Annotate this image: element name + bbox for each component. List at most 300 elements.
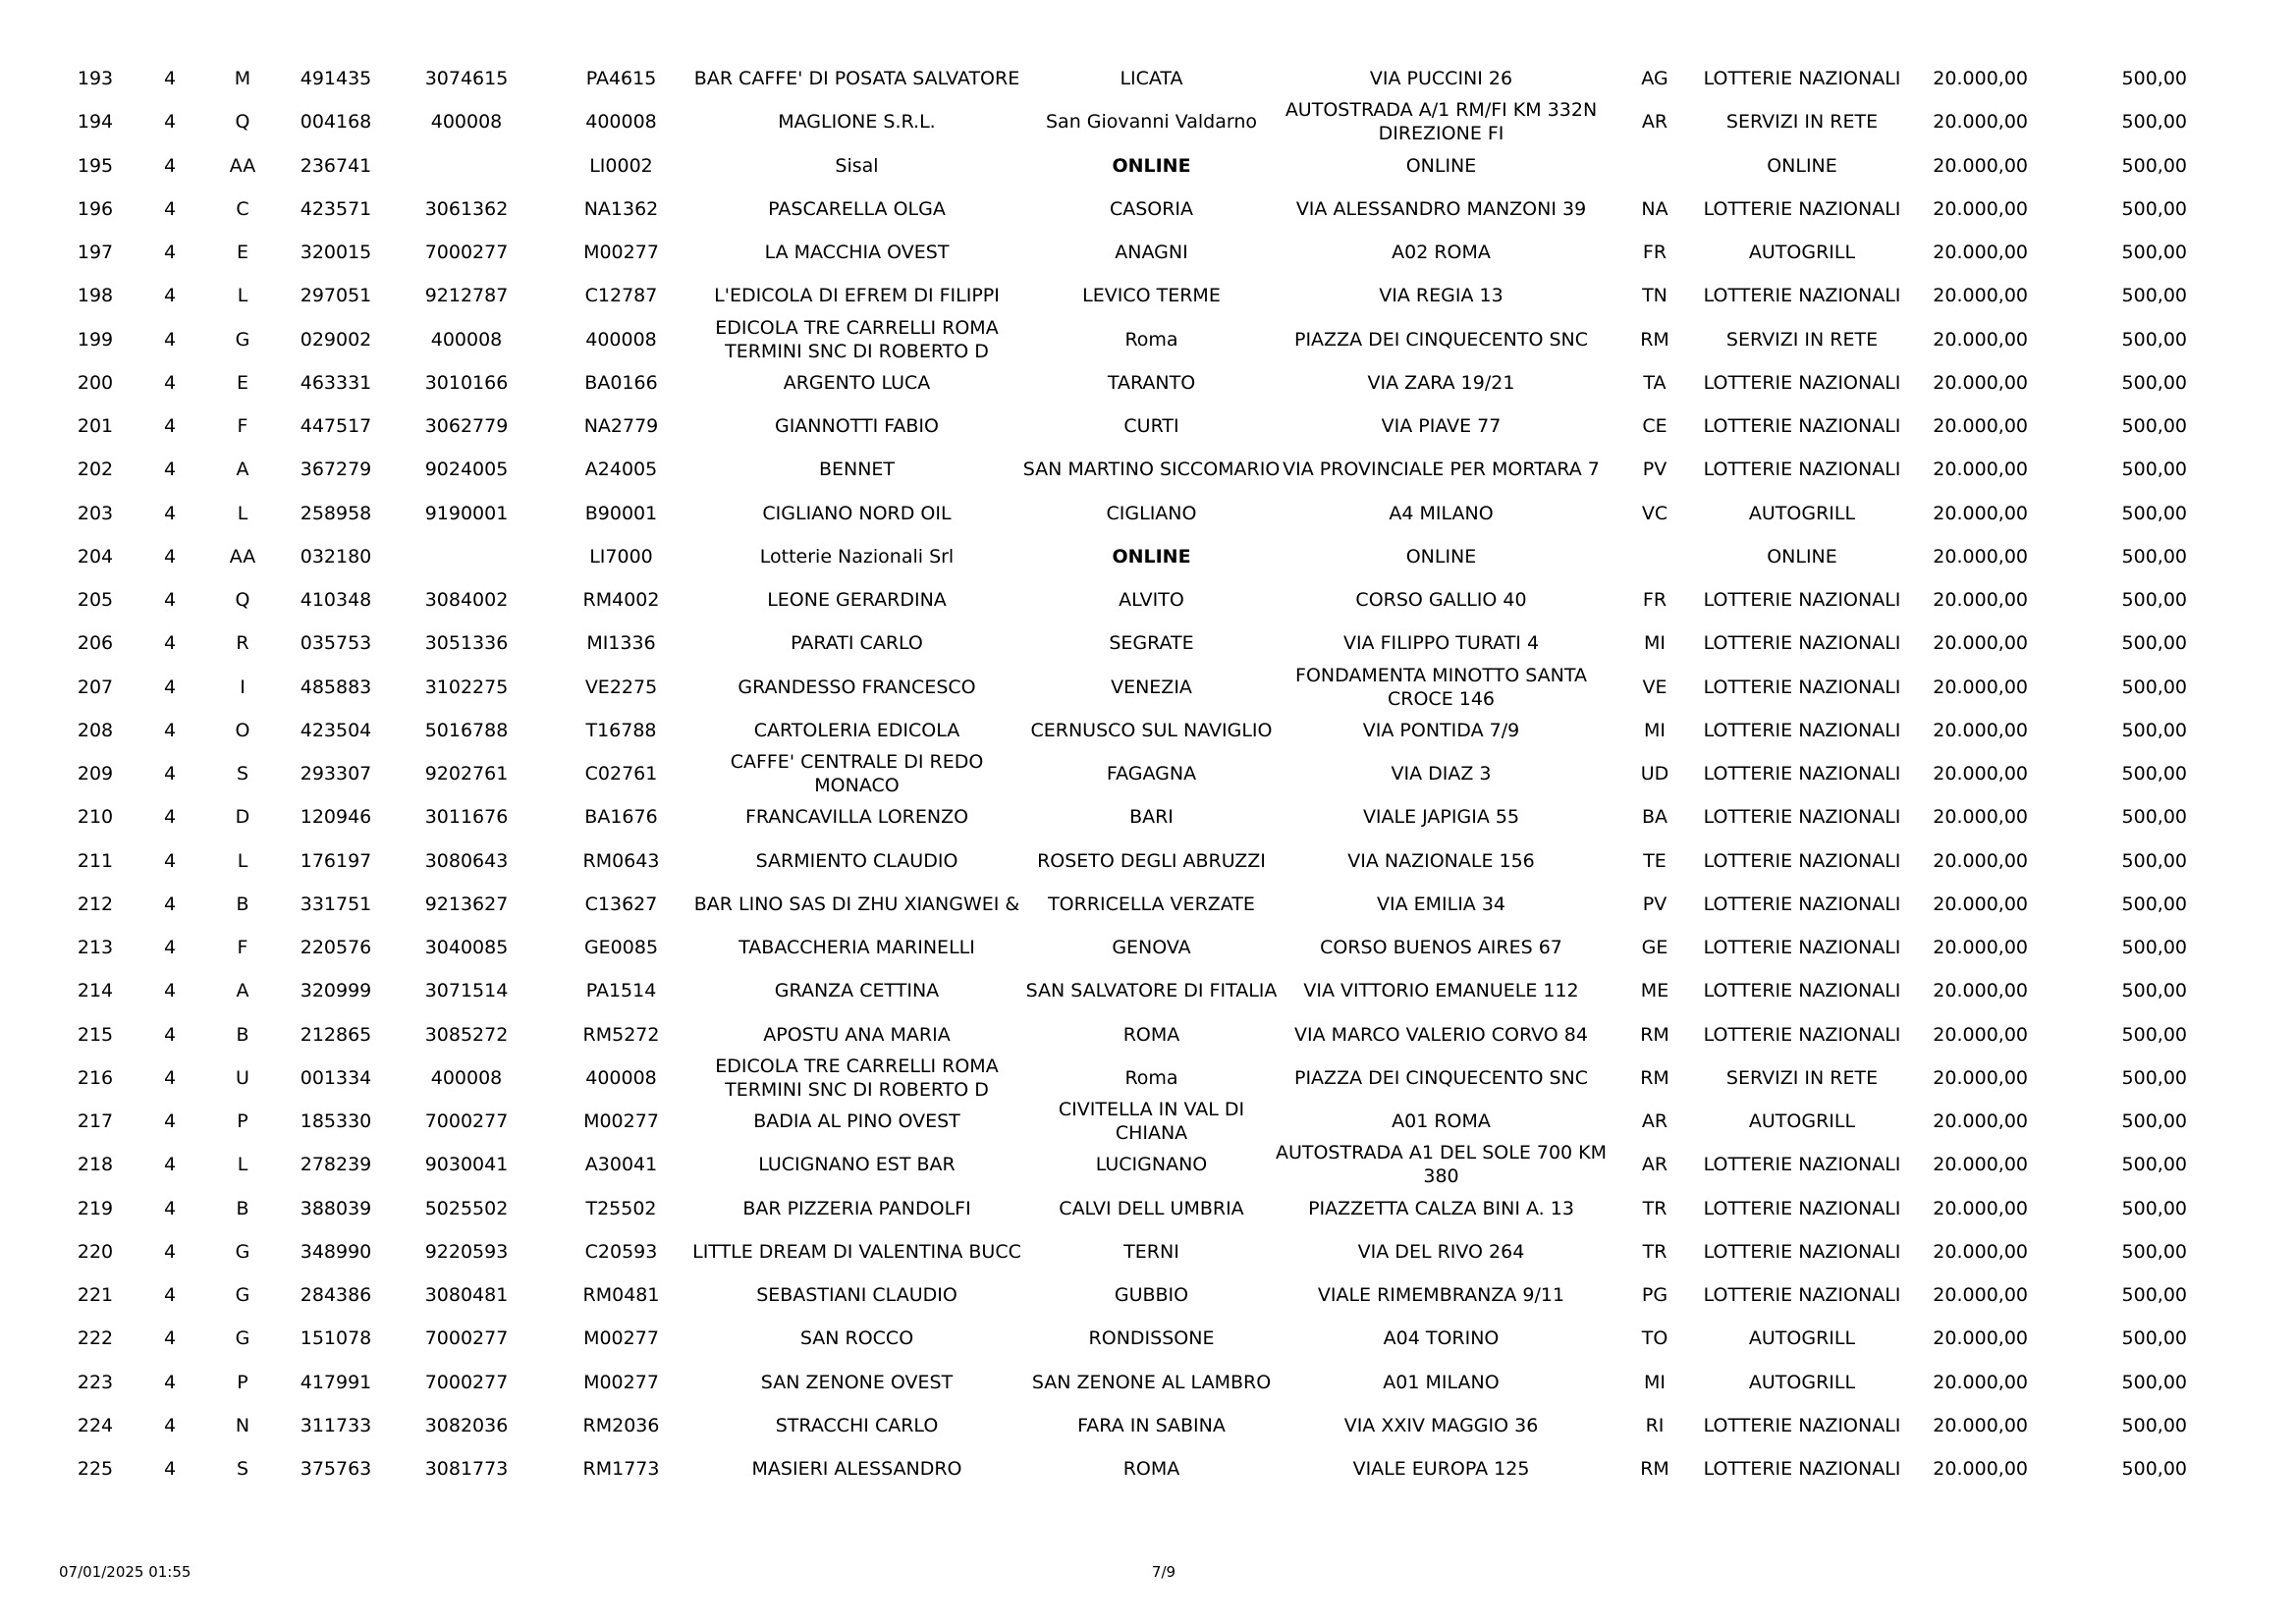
- code-cell: 9213627: [424, 893, 509, 915]
- fee-cell: 500,00: [2121, 285, 2187, 307]
- terminal-cell: C02761: [584, 763, 658, 785]
- table-row: [0, 100, 2296, 143]
- prize-amount-cell: 20.000,00: [1933, 415, 2028, 438]
- city-cell: ROMA: [1122, 1023, 1180, 1046]
- row-number: 206: [77, 632, 114, 655]
- letter-cell: E: [236, 371, 248, 394]
- address-cell: CORSO GALLIO 40: [1355, 589, 1527, 612]
- batch-cell: 4: [163, 676, 177, 698]
- letter-cell: S: [236, 1458, 249, 1481]
- shop-name-cell: L'EDICOLA DI EFREM DI FILIPPI: [714, 285, 1000, 307]
- batch-cell: 4: [163, 1023, 177, 1046]
- letter-cell: S: [236, 763, 249, 785]
- shop-name-cell: Sisal: [835, 154, 879, 177]
- code-cell: [398, 535, 535, 578]
- province-cell: AR: [1641, 1154, 1668, 1176]
- letter-cell: F: [237, 937, 248, 959]
- fee-cell: 500,00: [2121, 502, 2187, 524]
- channel-type-cell: LOTTERIE NAZIONALI: [1703, 806, 1901, 829]
- province-cell: UD: [1640, 763, 1669, 785]
- batch-cell: 4: [163, 111, 177, 134]
- channel-type-cell: ONLINE: [1767, 154, 1837, 177]
- shop-name-cell: TABACCHERIA MARINELLI: [738, 937, 975, 959]
- receipt-cell: 417991: [300, 1371, 372, 1393]
- city-cell: TARANTO: [1107, 371, 1196, 394]
- row-number: 204: [77, 545, 114, 568]
- province-cell: VC: [1641, 502, 1668, 524]
- fee-cell: 500,00: [2121, 980, 2187, 1002]
- city-cell: CERNUSCO SUL NAVIGLIO: [1030, 719, 1273, 741]
- fee-cell: 500,00: [2121, 154, 2187, 177]
- shop-name-cell: CAFFE' CENTRALE DI REDO MONACO: [730, 751, 984, 797]
- row-number: 203: [77, 502, 114, 524]
- fee-cell: 500,00: [2121, 1023, 2187, 1046]
- address-cell: PIAZZA DEI CINQUECENTO SNC: [1294, 1066, 1588, 1089]
- terminal-cell: NA1362: [583, 197, 659, 220]
- channel-type-cell: LOTTERIE NAZIONALI: [1703, 849, 1901, 872]
- letter-cell: G: [235, 1284, 250, 1307]
- prize-amount-cell: 20.000,00: [1933, 111, 2028, 134]
- code-cell: 3102275: [424, 676, 509, 698]
- channel-type-cell: LOTTERIE NAZIONALI: [1703, 1240, 1901, 1263]
- receipt-cell: 185330: [300, 1110, 372, 1133]
- prize-amount-cell: 20.000,00: [1933, 1458, 2028, 1481]
- letter-cell: G: [235, 1240, 250, 1263]
- batch-cell: 4: [163, 849, 177, 872]
- fee-cell: 500,00: [2121, 719, 2187, 741]
- table-row: [0, 883, 2296, 926]
- receipt-cell: 348990: [300, 1240, 372, 1263]
- prize-amount-cell: 20.000,00: [1933, 1154, 2028, 1176]
- shop-name-cell: STRACCHI CARLO: [775, 1414, 939, 1436]
- letter-cell: AA: [229, 154, 256, 177]
- fee-cell: 500,00: [2121, 1066, 2187, 1089]
- receipt-cell: 447517: [300, 415, 372, 438]
- terminal-cell: 400008: [585, 328, 657, 351]
- letter-cell: C: [236, 197, 249, 220]
- shop-name-cell: PASCARELLA OLGA: [768, 197, 946, 220]
- batch-cell: 4: [163, 328, 177, 351]
- prize-amount-cell: 20.000,00: [1933, 1371, 2028, 1393]
- shop-name-cell: LA MACCHIA OVEST: [764, 242, 950, 264]
- code-cell: 9202761: [424, 763, 509, 785]
- code-cell: 7000277: [424, 1371, 509, 1393]
- table-row: [0, 709, 2296, 752]
- shop-name-cell: GIANNOTTI FABIO: [774, 415, 939, 438]
- fee-cell: 500,00: [2121, 893, 2187, 915]
- address-cell: VIA PROVINCIALE PER MORTARA 7: [1283, 459, 1600, 481]
- fee-cell: 500,00: [2121, 763, 2187, 785]
- address-cell: VIA VITTORIO EMANUELE 112: [1303, 980, 1579, 1002]
- terminal-cell: M00277: [583, 1110, 659, 1133]
- batch-cell: 4: [163, 806, 177, 829]
- letter-cell: Q: [235, 589, 250, 612]
- batch-cell: 4: [163, 197, 177, 220]
- row-number: 223: [77, 1371, 114, 1393]
- code-cell: 3071514: [424, 980, 509, 1002]
- city-cell: TERNI: [1123, 1240, 1179, 1263]
- table-row: [0, 57, 2296, 100]
- terminal-cell: T16788: [585, 719, 657, 741]
- address-cell: FONDAMENTA MINOTTO SANTA CROCE 146: [1295, 664, 1587, 710]
- province-cell: PG: [1641, 1284, 1668, 1307]
- city-cell: CIGLIANO: [1106, 502, 1197, 524]
- province-cell: RM: [1640, 1066, 1669, 1089]
- row-number: 208: [77, 719, 114, 741]
- city-cell: GENOVA: [1112, 937, 1191, 959]
- prize-amount-cell: 20.000,00: [1933, 1414, 2028, 1436]
- province-cell: CE: [1642, 415, 1667, 438]
- letter-cell: L: [237, 849, 248, 872]
- prize-amount-cell: 20.000,00: [1933, 154, 2028, 177]
- row-number: 216: [77, 1066, 114, 1089]
- fee-cell: 500,00: [2121, 242, 2187, 264]
- fee-cell: 500,00: [2121, 1197, 2187, 1219]
- receipt-cell: 423504: [300, 719, 372, 741]
- table-row: [0, 926, 2296, 969]
- row-number: 200: [77, 371, 114, 394]
- code-cell: 7000277: [424, 1110, 509, 1133]
- province-cell: NA: [1641, 197, 1668, 220]
- channel-type-cell: LOTTERIE NAZIONALI: [1703, 589, 1901, 612]
- table-row: [0, 1361, 2296, 1404]
- row-number: 217: [77, 1110, 114, 1133]
- city-cell: Roma: [1124, 1066, 1178, 1089]
- receipt-cell: 297051: [300, 285, 372, 307]
- province-cell: BA: [1641, 806, 1668, 829]
- batch-cell: 4: [163, 1371, 177, 1393]
- province-cell: PV: [1642, 893, 1667, 915]
- address-cell: VIA MARCO VALERIO CORVO 84: [1294, 1023, 1588, 1046]
- batch-cell: 4: [163, 68, 177, 90]
- prize-amount-cell: 20.000,00: [1933, 328, 2028, 351]
- letter-cell: B: [236, 893, 249, 915]
- code-cell: 9212787: [424, 285, 509, 307]
- province-cell: VE: [1642, 676, 1667, 698]
- channel-type-cell: LOTTERIE NAZIONALI: [1703, 285, 1901, 307]
- province-cell: TN: [1642, 285, 1667, 307]
- shop-name-cell: SAN ROCCO: [799, 1327, 914, 1350]
- table-row: [0, 1187, 2296, 1230]
- fee-cell: 500,00: [2121, 632, 2187, 655]
- prize-amount-cell: 20.000,00: [1933, 459, 2028, 481]
- row-number: 209: [77, 763, 114, 785]
- fee-cell: 500,00: [2121, 68, 2187, 90]
- channel-type-cell: LOTTERIE NAZIONALI: [1703, 937, 1901, 959]
- channel-type-cell: LOTTERIE NAZIONALI: [1703, 980, 1901, 1002]
- fee-cell: 500,00: [2121, 937, 2187, 959]
- table-row: [0, 1100, 2296, 1143]
- shop-name-cell: EDICOLA TRE CARRELLI ROMA TERMINI SNC DI ROBERTO D: [715, 316, 999, 362]
- print-timestamp: 07/01/2025 01:55: [59, 1563, 191, 1581]
- table-row: [0, 361, 2296, 405]
- code-cell: 3074615: [424, 68, 509, 90]
- batch-cell: 4: [163, 632, 177, 655]
- province-cell: MI: [1644, 719, 1666, 741]
- channel-type-cell: LOTTERIE NAZIONALI: [1703, 415, 1901, 438]
- channel-type-cell: SERVIZI IN RETE: [1725, 328, 1879, 351]
- city-cell: ONLINE: [1112, 154, 1191, 177]
- code-cell: 3081773: [424, 1458, 509, 1481]
- province-cell: TR: [1642, 1197, 1667, 1219]
- city-cell: CIVITELLA IN VAL DI CHIANA: [1058, 1099, 1245, 1145]
- shop-name-cell: MASIERI ALESSANDRO: [751, 1458, 962, 1481]
- province-cell: AR: [1641, 1110, 1668, 1133]
- letter-cell: L: [237, 502, 248, 524]
- terminal-cell: LI7000: [589, 545, 653, 568]
- address-cell: VIA XXIV MAGGIO 36: [1343, 1414, 1539, 1436]
- row-number: 193: [77, 68, 114, 90]
- table-row: [0, 1404, 2296, 1447]
- table-row: [0, 578, 2296, 622]
- receipt-cell: 388039: [300, 1197, 372, 1219]
- code-cell: 7000277: [424, 242, 509, 264]
- channel-type-cell: LOTTERIE NAZIONALI: [1703, 893, 1901, 915]
- address-cell: VIALE JAPIGIA 55: [1362, 806, 1520, 829]
- row-number: 199: [77, 328, 114, 351]
- code-cell: 400008: [430, 328, 503, 351]
- row-number: 222: [77, 1327, 114, 1350]
- terminal-cell: A30041: [584, 1154, 658, 1176]
- terminal-cell: NA2779: [583, 415, 659, 438]
- terminal-cell: M00277: [583, 1371, 659, 1393]
- table-row: [0, 1273, 2296, 1317]
- receipt-cell: 423571: [300, 197, 372, 220]
- row-number: 214: [77, 980, 114, 1002]
- batch-cell: 4: [163, 545, 177, 568]
- city-cell: BARI: [1129, 806, 1174, 829]
- code-cell: 9190001: [424, 502, 509, 524]
- letter-cell: P: [237, 1110, 248, 1133]
- channel-type-cell: LOTTERIE NAZIONALI: [1703, 68, 1901, 90]
- shop-name-cell: Lotterie Nazionali Srl: [759, 545, 955, 568]
- table-row: [0, 1056, 2296, 1100]
- prize-amount-cell: 20.000,00: [1933, 806, 2028, 829]
- shop-name-cell: APOSTU ANA MARIA: [763, 1023, 951, 1046]
- prize-amount-cell: 20.000,00: [1933, 719, 2028, 741]
- address-cell: PIAZZA DEI CINQUECENTO SNC: [1294, 328, 1588, 351]
- row-number: 195: [77, 154, 114, 177]
- prize-amount-cell: 20.000,00: [1933, 632, 2028, 655]
- letter-cell: G: [235, 1327, 250, 1350]
- receipt-cell: 367279: [300, 459, 372, 481]
- address-cell: VIA EMILIA 34: [1376, 893, 1506, 915]
- city-cell: CALVI DELL UMBRIA: [1059, 1197, 1244, 1219]
- shop-name-cell: BADIA AL PINO OVEST: [753, 1110, 960, 1133]
- province-cell: MI: [1644, 632, 1666, 655]
- address-cell: VIA PIAVE 77: [1381, 415, 1502, 438]
- table-row: [0, 1143, 2296, 1186]
- batch-cell: 4: [163, 1458, 177, 1481]
- terminal-cell: BA1676: [584, 806, 658, 829]
- channel-type-cell: LOTTERIE NAZIONALI: [1703, 459, 1901, 481]
- province-cell: [1625, 144, 1684, 188]
- table-row: [0, 1230, 2296, 1273]
- table-row: [0, 144, 2296, 188]
- address-cell: VIA DIAZ 3: [1391, 763, 1492, 785]
- terminal-cell: B90001: [584, 502, 658, 524]
- code-cell: 3040085: [424, 937, 509, 959]
- address-cell: ONLINE: [1405, 545, 1477, 568]
- code-cell: 3062779: [424, 415, 509, 438]
- receipt-cell: 258958: [300, 502, 372, 524]
- prize-amount-cell: 20.000,00: [1933, 545, 2028, 568]
- batch-cell: 4: [163, 1284, 177, 1307]
- address-cell: ONLINE: [1405, 154, 1477, 177]
- terminal-cell: C12787: [584, 285, 658, 307]
- terminal-cell: LI0002: [589, 154, 653, 177]
- receipt-cell: 284386: [300, 1284, 372, 1307]
- shop-name-cell: FRANCAVILLA LORENZO: [744, 806, 969, 829]
- channel-type-cell: LOTTERIE NAZIONALI: [1703, 197, 1901, 220]
- city-cell: VENEZIA: [1111, 676, 1192, 698]
- prize-amount-cell: 20.000,00: [1933, 589, 2028, 612]
- prize-amount-cell: 20.000,00: [1933, 676, 2028, 698]
- city-cell: LUCIGNANO: [1095, 1154, 1208, 1176]
- row-number: 213: [77, 937, 114, 959]
- fee-cell: 500,00: [2121, 849, 2187, 872]
- batch-cell: 4: [163, 502, 177, 524]
- fee-cell: 500,00: [2121, 1414, 2187, 1436]
- address-cell: VIALE EUROPA 125: [1352, 1458, 1530, 1481]
- receipt-cell: 293307: [300, 763, 372, 785]
- shop-name-cell: EDICOLA TRE CARRELLI ROMA TERMINI SNC DI ROBERTO D: [715, 1055, 999, 1101]
- prize-amount-cell: 20.000,00: [1933, 1110, 2028, 1133]
- shop-name-cell: BAR PIZZERIA PANDOLFI: [742, 1197, 971, 1219]
- row-number: 194: [77, 111, 114, 134]
- province-cell: TA: [1643, 371, 1667, 394]
- batch-cell: 4: [163, 242, 177, 264]
- row-number: 198: [77, 285, 114, 307]
- channel-type-cell: SERVIZI IN RETE: [1725, 111, 1879, 134]
- fee-cell: 500,00: [2121, 1327, 2187, 1350]
- table-row: [0, 666, 2296, 709]
- city-cell: FARA IN SABINA: [1077, 1414, 1226, 1436]
- city-cell: SEGRATE: [1109, 632, 1194, 655]
- city-cell: ROSETO DEGLI ABRUZZI: [1037, 849, 1266, 872]
- fee-cell: 500,00: [2121, 1458, 2187, 1481]
- letter-cell: Q: [235, 111, 250, 134]
- address-cell: VIA DEL RIVO 264: [1357, 1240, 1525, 1263]
- table-row: [0, 492, 2296, 535]
- prize-amount-cell: 20.000,00: [1933, 197, 2028, 220]
- code-cell: 9030041: [424, 1154, 509, 1176]
- row-number: 219: [77, 1197, 114, 1219]
- prize-amount-cell: 20.000,00: [1933, 1197, 2028, 1219]
- letter-cell: O: [235, 719, 250, 741]
- table-row: [0, 1447, 2296, 1490]
- shop-name-cell: LITTLE DREAM DI VALENTINA BUCC: [692, 1240, 1021, 1263]
- receipt-cell: 485883: [300, 676, 372, 698]
- city-cell: LEVICO TERME: [1082, 285, 1221, 307]
- channel-type-cell: LOTTERIE NAZIONALI: [1703, 371, 1901, 394]
- code-cell: 3011676: [424, 806, 509, 829]
- fee-cell: 500,00: [2121, 197, 2187, 220]
- code-cell: 3010166: [424, 371, 509, 394]
- row-number: 212: [77, 893, 114, 915]
- prize-amount-cell: 20.000,00: [1933, 1284, 2028, 1307]
- fee-cell: 500,00: [2121, 371, 2187, 394]
- address-cell: A02 ROMA: [1392, 242, 1491, 264]
- letter-cell: A: [236, 459, 249, 481]
- prize-amount-cell: 20.000,00: [1933, 763, 2028, 785]
- fee-cell: 500,00: [2121, 1371, 2187, 1393]
- code-cell: 5025502: [424, 1197, 509, 1219]
- province-cell: GE: [1641, 937, 1668, 959]
- fee-cell: 500,00: [2121, 328, 2187, 351]
- receipt-cell: 410348: [300, 589, 372, 612]
- address-cell: VIA NAZIONALE 156: [1347, 849, 1535, 872]
- code-cell: 3085272: [424, 1023, 509, 1046]
- letter-cell: P: [237, 1371, 248, 1393]
- receipt-cell: 320015: [300, 242, 372, 264]
- row-number: 218: [77, 1154, 114, 1176]
- address-cell: AUTOSTRADA A/1 RM/FI KM 332N DIREZIONE FI: [1285, 99, 1598, 145]
- province-cell: FR: [1642, 589, 1667, 612]
- batch-cell: 4: [163, 371, 177, 394]
- shop-name-cell: ARGENTO LUCA: [783, 371, 931, 394]
- table-row: [0, 448, 2296, 491]
- letter-cell: R: [236, 632, 249, 655]
- row-number: 224: [77, 1414, 114, 1436]
- address-cell: AUTOSTRADA A1 DEL SOLE 700 KM 380: [1275, 1142, 1608, 1188]
- province-cell: RM: [1640, 1458, 1669, 1481]
- receipt-cell: 220576: [300, 937, 372, 959]
- shop-name-cell: CIGLIANO NORD OIL: [762, 502, 952, 524]
- batch-cell: 4: [163, 763, 177, 785]
- batch-cell: 4: [163, 415, 177, 438]
- channel-type-cell: LOTTERIE NAZIONALI: [1703, 1023, 1901, 1046]
- code-cell: 400008: [430, 1066, 503, 1089]
- terminal-cell: RM1773: [582, 1458, 660, 1481]
- province-cell: RM: [1640, 328, 1669, 351]
- receipt-cell: 004168: [300, 111, 372, 134]
- shop-name-cell: SEBASTIANI CLAUDIO: [756, 1284, 957, 1307]
- table-row: [0, 231, 2296, 274]
- channel-type-cell: LOTTERIE NAZIONALI: [1703, 719, 1901, 741]
- table-row: [0, 795, 2296, 839]
- prize-amount-cell: 20.000,00: [1933, 1327, 2028, 1350]
- batch-cell: 4: [163, 893, 177, 915]
- terminal-cell: RM0481: [582, 1284, 660, 1307]
- letter-cell: F: [237, 415, 248, 438]
- shop-name-cell: CARTOLERIA EDICOLA: [753, 719, 960, 741]
- prize-amount-cell: 20.000,00: [1933, 68, 2028, 90]
- receipt-cell: 001334: [300, 1066, 372, 1089]
- prize-amount-cell: 20.000,00: [1933, 937, 2028, 959]
- code-cell: 9220593: [424, 1240, 509, 1263]
- terminal-cell: C13627: [584, 893, 658, 915]
- row-number: 207: [77, 676, 114, 698]
- terminal-cell: BA0166: [584, 371, 658, 394]
- terminal-cell: PA4615: [585, 68, 657, 90]
- prize-amount-cell: 20.000,00: [1933, 242, 2028, 264]
- receipt-cell: 120946: [300, 806, 372, 829]
- city-cell: LICATA: [1120, 68, 1183, 90]
- table-row: [0, 1317, 2296, 1360]
- letter-cell: A: [236, 980, 249, 1002]
- fee-cell: 500,00: [2121, 1284, 2187, 1307]
- channel-type-cell: LOTTERIE NAZIONALI: [1703, 1154, 1901, 1176]
- row-number: 221: [77, 1284, 114, 1307]
- prize-amount-cell: 20.000,00: [1933, 502, 2028, 524]
- batch-cell: 4: [163, 719, 177, 741]
- prize-amount-cell: 20.000,00: [1933, 371, 2028, 394]
- address-cell: CORSO BUENOS AIRES 67: [1320, 937, 1562, 959]
- receipt-cell: 278239: [300, 1154, 372, 1176]
- row-number: 196: [77, 197, 114, 220]
- letter-cell: L: [237, 285, 248, 307]
